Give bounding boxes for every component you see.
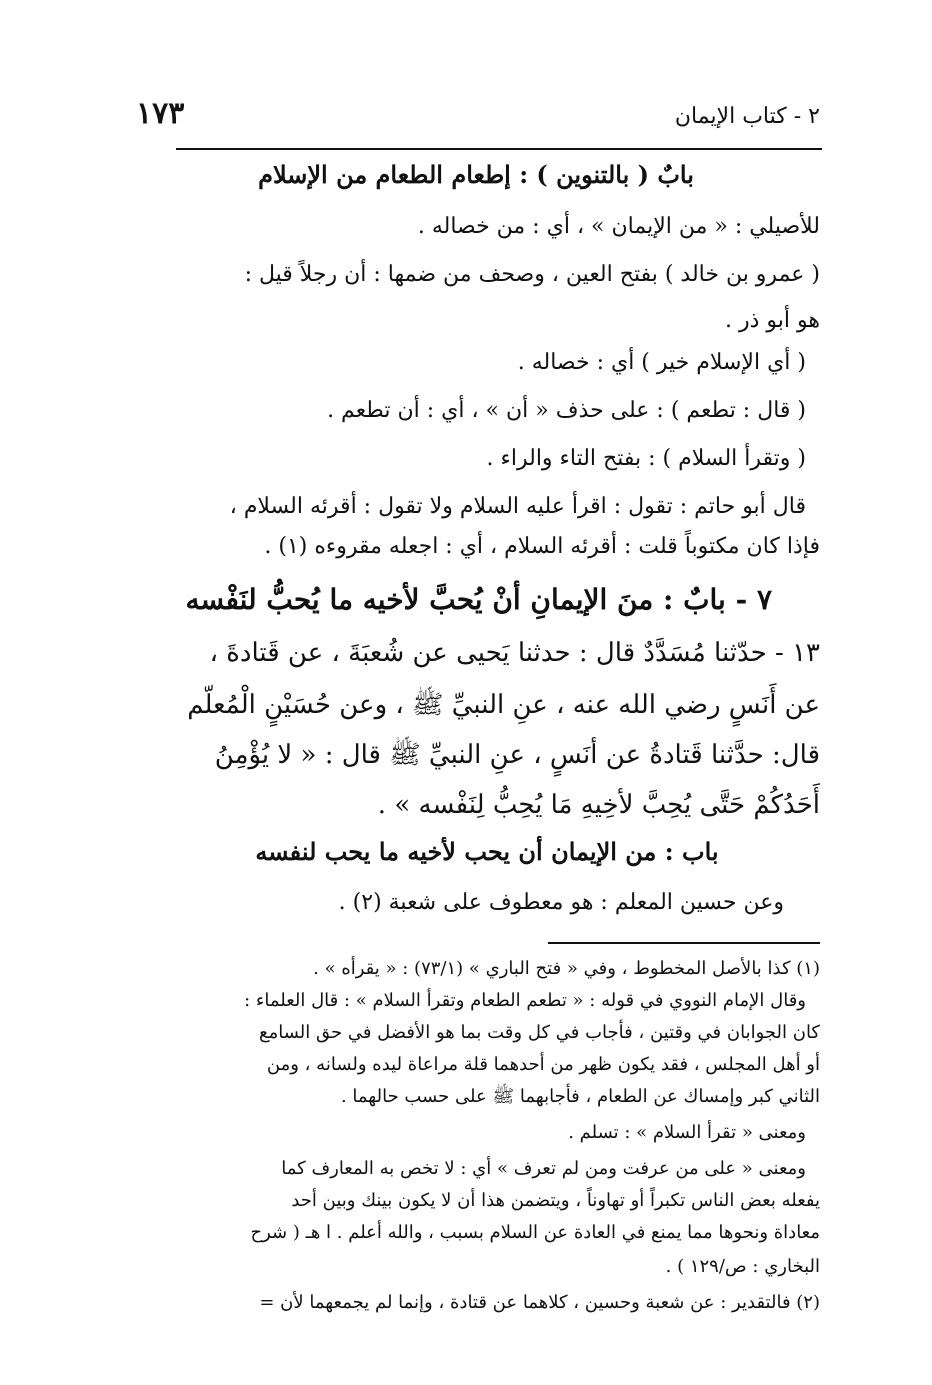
hadith-line: عن أَنَسٍ رضي الله عنه ، عنِ النبيِّ ﷺ ، وعن حُسَيْنٍ الْمُعلّم (187, 690, 820, 720)
commentary-line: للأصيلي : « من الإيمان » ، أي : من خصاله . (417, 214, 820, 239)
footnote-line: كان الجوابان في وقتين ، فأجاب في كل وقت بما هو الأفضل في حق السامع (259, 1022, 820, 1043)
commentary-line: ( وتقرأ السلام ) : بفتح التاء والراء . (486, 446, 806, 471)
running-header-title: ٢ - كتاب الإيمان (674, 104, 820, 129)
footnote-line: ومعنى « تقرأ السلام » : تسلم . (568, 1122, 806, 1143)
hadith-line: أَحَدُكُمْ حَتَّى يُحِبَّ لأخِيهِ مَا يُحِبُّ لِنَفْسه » . (377, 790, 820, 820)
commentary-line: فإذا كان مكتوباً قلت : أقرئه السلام ، أي : اجعله مقروءه (١) . (264, 534, 820, 559)
hadith-line: ١٣ - حدّثنا مُسَدَّدٌ قال : حدثنا يَحيى عن شُعبَةَ ، عن قَتادةَ ، (209, 638, 820, 668)
footnote-line: (١) كذا بالأصل المخطوط ، وفي « فتح الباري » (٧٣/١) : « يقرأه » . (313, 958, 820, 979)
footnote-line: (٢) فالتقدير : عن شعبة وحسين ، كلاهما عن قتادة ، وإنما لم يجمعهما لأن = (259, 1292, 820, 1313)
sub-heading: باب : من الإيمان أن يحب لأخيه ما يحب لنفسه (255, 837, 719, 866)
commentary-line: ( عمرو بن خالد ) بفتح العين ، وصحف من ضمها : أن رجلاً قيل : (244, 262, 820, 287)
footnote-line: الثاني كبر وإمساك عن الطعام ، فأجابهما ﷺ على حسب حالهما . (340, 1086, 820, 1107)
header-rule (176, 148, 822, 150)
chapter-heading-food: بابٌ ( بالتنوين ) : إطعام الطعام من الإسلام (258, 160, 694, 189)
page-number: ١٧٣ (136, 96, 185, 131)
footnote-line: وقال الإمام النووي في قوله : « تطعم الطعام وتقرأ السلام » : قال العلماء : (244, 990, 806, 1011)
footnote-line: يفعله بعض الناس تكبراً أو تهاوناً ، ويتضمن هذا أن لا يكون بينك وبين أحد (291, 1190, 820, 1211)
commentary-note: وعن حسين المعلم : هو معطوف على شعبة (٢) . (338, 890, 784, 915)
footnote-line: أو أهل المجلس ، فقد يكون ظهر من أحدهما قلة مراعاة ليده ولسانه ، ومن (266, 1054, 820, 1075)
footnote-rule (548, 942, 820, 944)
footnote-line: ومعنى « على من عرفت ومن لم تعرف » أي : لا تخص به المعارف كما (281, 1158, 806, 1179)
footnote-line: معاداة ونحوها مما يمنع في العادة عن السلام بسبب ، والله أعلم . ا هـ ( شرح (250, 1222, 820, 1243)
commentary-line: قال أبو حاتم : تقول : اقرأ عليه السلام ولا تقول : أقرئه السلام ، (229, 494, 806, 519)
commentary-line: هو أبو ذر . (725, 308, 820, 333)
hadith-line: قال: حدَّثنا قَتادةُ عن أنَسٍ ، عنِ النبيِّ ﷺ قال : « لا يُؤْمِنُ (214, 740, 820, 770)
commentary-line: ( أي الإسلام خير ) أي : خصاله . (517, 350, 806, 375)
commentary-line: ( قال : تطعم ) : على حذف « أن » ، أي : أن تطعم . (327, 398, 806, 423)
footnote-line: البخاري : ص/١٢٩ ) . (665, 1256, 820, 1277)
chapter-heading-love: ٧ - بابٌ : منَ الإيمانِ أنْ يُحبَّ لأخيه ما يُحبُّ لنَفْسه (185, 583, 772, 616)
